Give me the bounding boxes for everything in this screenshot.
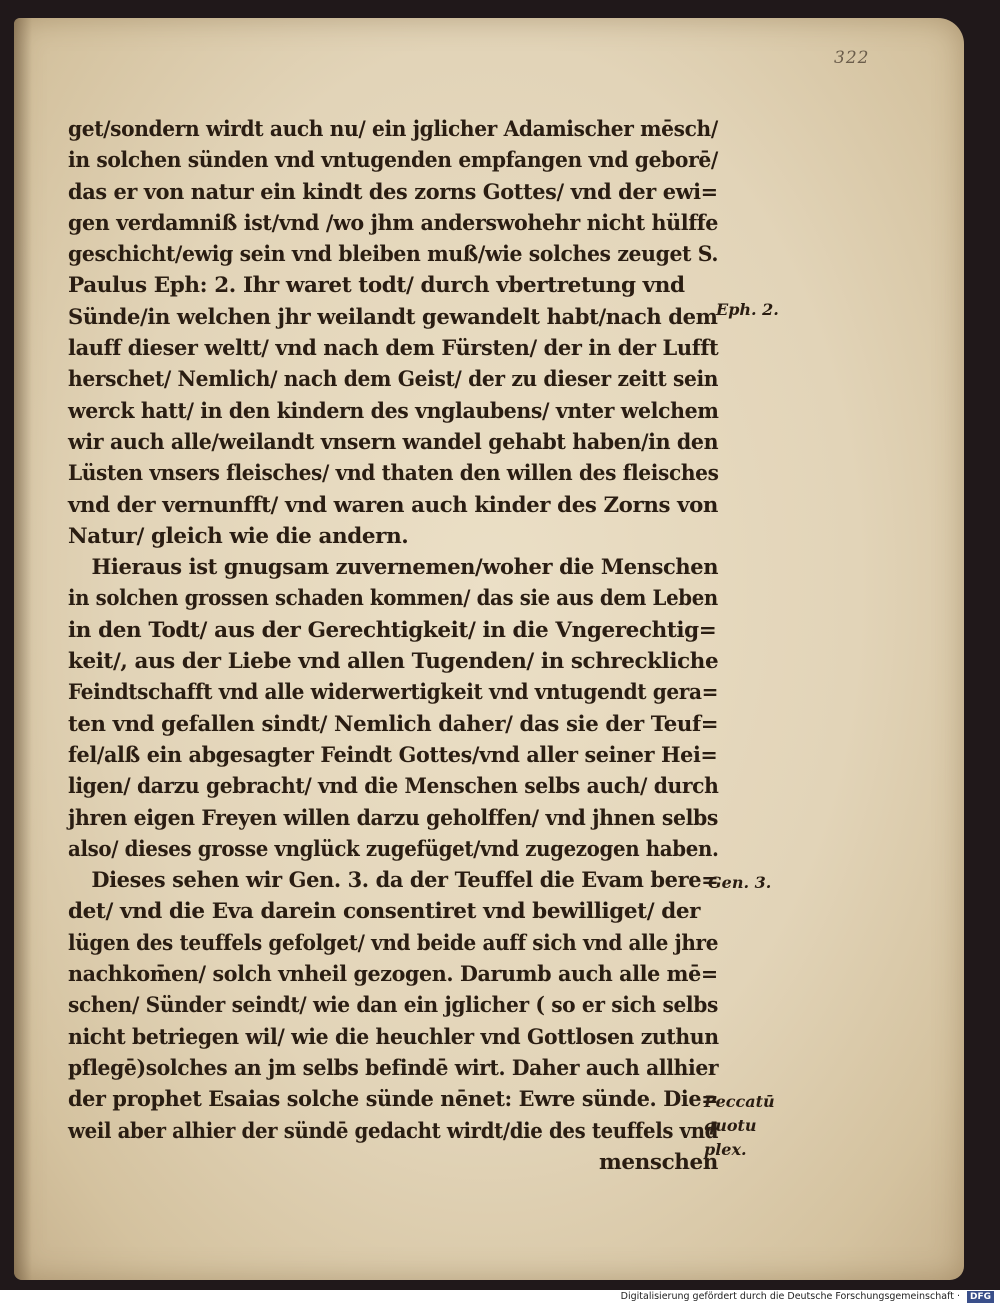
text-line: also/ dieses grosse vnglück zugefüget/vnd zugezogen haben. xyxy=(68,836,719,862)
margin-note-line: Peccatū xyxy=(704,1092,775,1111)
text-line: jhren eigen Freyen willen darzu geholffen/ vnd jhnen selbs xyxy=(68,805,718,831)
margin-note-peccatum xyxy=(704,1090,775,1162)
text-line: nicht betriegen wil/ wie die heuchler vnd Gottlosen zuthun xyxy=(68,1024,719,1050)
text-line: Dieses sehen wir Gen. 3. da der Teuffel die Evam bere= xyxy=(91,868,719,894)
text-line: der prophet Esaias solche sünde nēnet: Ewre sünde. Die= xyxy=(68,1087,719,1113)
text-line: det/ vnd die Eva darein consentiret vnd bewilliget/ der xyxy=(68,899,701,925)
text-line: weil aber alhier der sündē gedacht wirdt/die des teuffels vnd xyxy=(68,1118,719,1144)
text-line: get/sondern wirdt auch nu/ ein jglicher Adamischer mēsch/ xyxy=(68,117,718,142)
body-text xyxy=(68,114,718,1178)
text-line: Sünde/in welchen jhr weilandt gewandelt habt/nach dem xyxy=(68,304,718,330)
folio-number: 322 xyxy=(834,48,870,68)
text-line: in solchen grossen schaden kommen/ das sie aus dem Leben xyxy=(68,586,718,612)
text-line: pflegē)solches an jm selbs befindē wirt. Daher auch allhier xyxy=(68,1055,719,1081)
margin-note-line: plex. xyxy=(704,1140,747,1159)
text-line: herschet/ Nemlich/ nach dem Geist/ der zu dieser zeitt sein xyxy=(68,367,719,393)
text-line: nachkom̄en/ solch vnheil gezogen. Darumb auch alle mē= xyxy=(68,962,718,988)
text-line: lauff dieser weltt/ vnd nach dem Fürsten/ der in der Lufft xyxy=(68,336,719,362)
text-line: ligen/ darzu gebracht/ vnd die Menschen selbs auch/ durch xyxy=(68,774,719,800)
text-line: keit/, aus der Liebe vnd allen Tugenden/ in schreckliche xyxy=(68,649,719,675)
text-line: in den Todt/ aus der Gerechtigkeit/ in die Vngerechtig= xyxy=(68,617,717,643)
text-line: in solchen sünden vnd vntugenden empfangen vnd geborē/ xyxy=(68,148,718,174)
margin-note-eph: Eph. 2. xyxy=(716,300,779,319)
text-line: schen/ Sünder seindt/ wie dan ein jglicher ( so er sich selbs xyxy=(68,993,718,1019)
text-line: werck hatt/ in den kindern des vnglaubens/ vnter welchem xyxy=(68,398,719,424)
text-line: Paulus Eph: 2. Ihr waret todt/ durch vbertretung vnd xyxy=(68,273,685,299)
text-line: geschicht/ewig sein vnd bleiben muß/wie solches zeuget S. xyxy=(68,242,719,268)
text-line: Lüsten vnsers fleisches/ vnd thaten den willen des fleisches xyxy=(68,461,719,487)
text-line: lügen des teuffels gefolget/ vnd beide auff sich vnd alle jhre xyxy=(68,930,719,956)
text-line: Feindtschafft vnd alle widerwertigkeit vnd vntugendt gera= xyxy=(68,680,719,706)
funding-credit: Digitalisierung gefördert durch die Deutsche Forschungsgemeinschaft · xyxy=(620,1291,960,1302)
text-line: menschen xyxy=(599,1149,718,1175)
text-line: Hieraus ist gnugsam zuvernemen/woher die Menschen xyxy=(91,555,719,581)
margin-note-gen: Gen. 3. xyxy=(708,873,772,892)
text-line: das er von natur ein kindt des zorns Gottes/ vnd der ewi= xyxy=(68,179,718,205)
text-line: wir auch alle/weilandt vnsern wandel gehabt haben/in den xyxy=(68,429,719,455)
margin-note-line: quotu xyxy=(704,1116,757,1135)
footer-bar xyxy=(0,1290,1000,1305)
text-line: vnd der vernunfft/ vnd waren auch kinder des Zorns von xyxy=(68,492,719,518)
text-line: fel/alß ein abgesagter Feindt Gottes/vnd aller seiner Hei= xyxy=(68,742,718,768)
dfg-logo: DFG xyxy=(967,1291,994,1303)
text-line: Natur/ gleich wie die andern. xyxy=(68,523,409,549)
text-line: ten vnd gefallen sindt/ Nemlich daher/ das sie der Teuf= xyxy=(68,711,719,737)
text-line: gen verdamniß ist/vnd /wo jhm anderswohehr nicht hülffe xyxy=(68,210,718,236)
